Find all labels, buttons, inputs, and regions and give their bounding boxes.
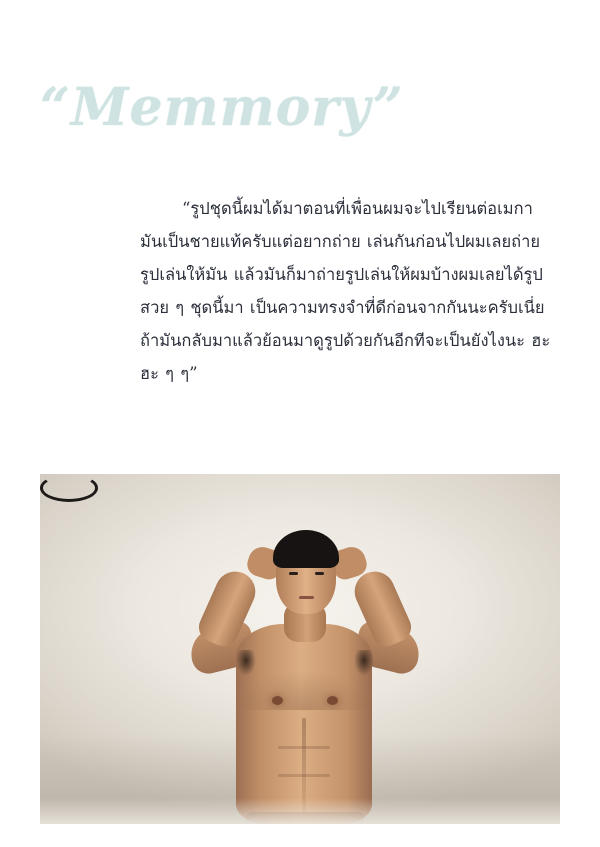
necklace bbox=[40, 474, 98, 502]
chest-shading bbox=[236, 670, 372, 710]
right-eye bbox=[315, 572, 324, 575]
abdomen-line-lower bbox=[278, 774, 330, 777]
right-chest-detail bbox=[327, 696, 338, 705]
page-title: “Memmory” bbox=[40, 77, 404, 138]
photo-figure bbox=[40, 474, 560, 824]
left-chest-detail bbox=[272, 696, 283, 705]
hair bbox=[273, 530, 339, 568]
mouth bbox=[299, 596, 314, 599]
photo-bottom-fade bbox=[40, 798, 560, 824]
abdomen-line-upper bbox=[278, 746, 330, 749]
photo-subject bbox=[40, 474, 560, 824]
left-eye bbox=[289, 572, 298, 575]
left-armpit bbox=[236, 650, 256, 676]
right-armpit bbox=[354, 650, 374, 676]
body-paragraph: “รูปชุดนี้ผมได้มาตอนที่เพื่อนผมจะไปเรียนต่อเมกา มันเป็นชายแท้ครับแต่อยากถ่าย เล่นกันก่อนไปผมเลยถ่ายรูปเล่นให้มัน แล้วมันก็มาถ่ายรูปเล่นให้ผมบ้างผมเลยได้รูปสวย ๆ ชุดนี้มา เป็นความทรงจำที่ดีก่อนจากกันนะครับเนี่ย ถ้ามันกลับมาแล้วย้อนมาดูรูปด้วยกันอีกทีจะเป็นยังไงนะ ฮะ ฮะ ๆ ๆ” bbox=[140, 199, 551, 383]
